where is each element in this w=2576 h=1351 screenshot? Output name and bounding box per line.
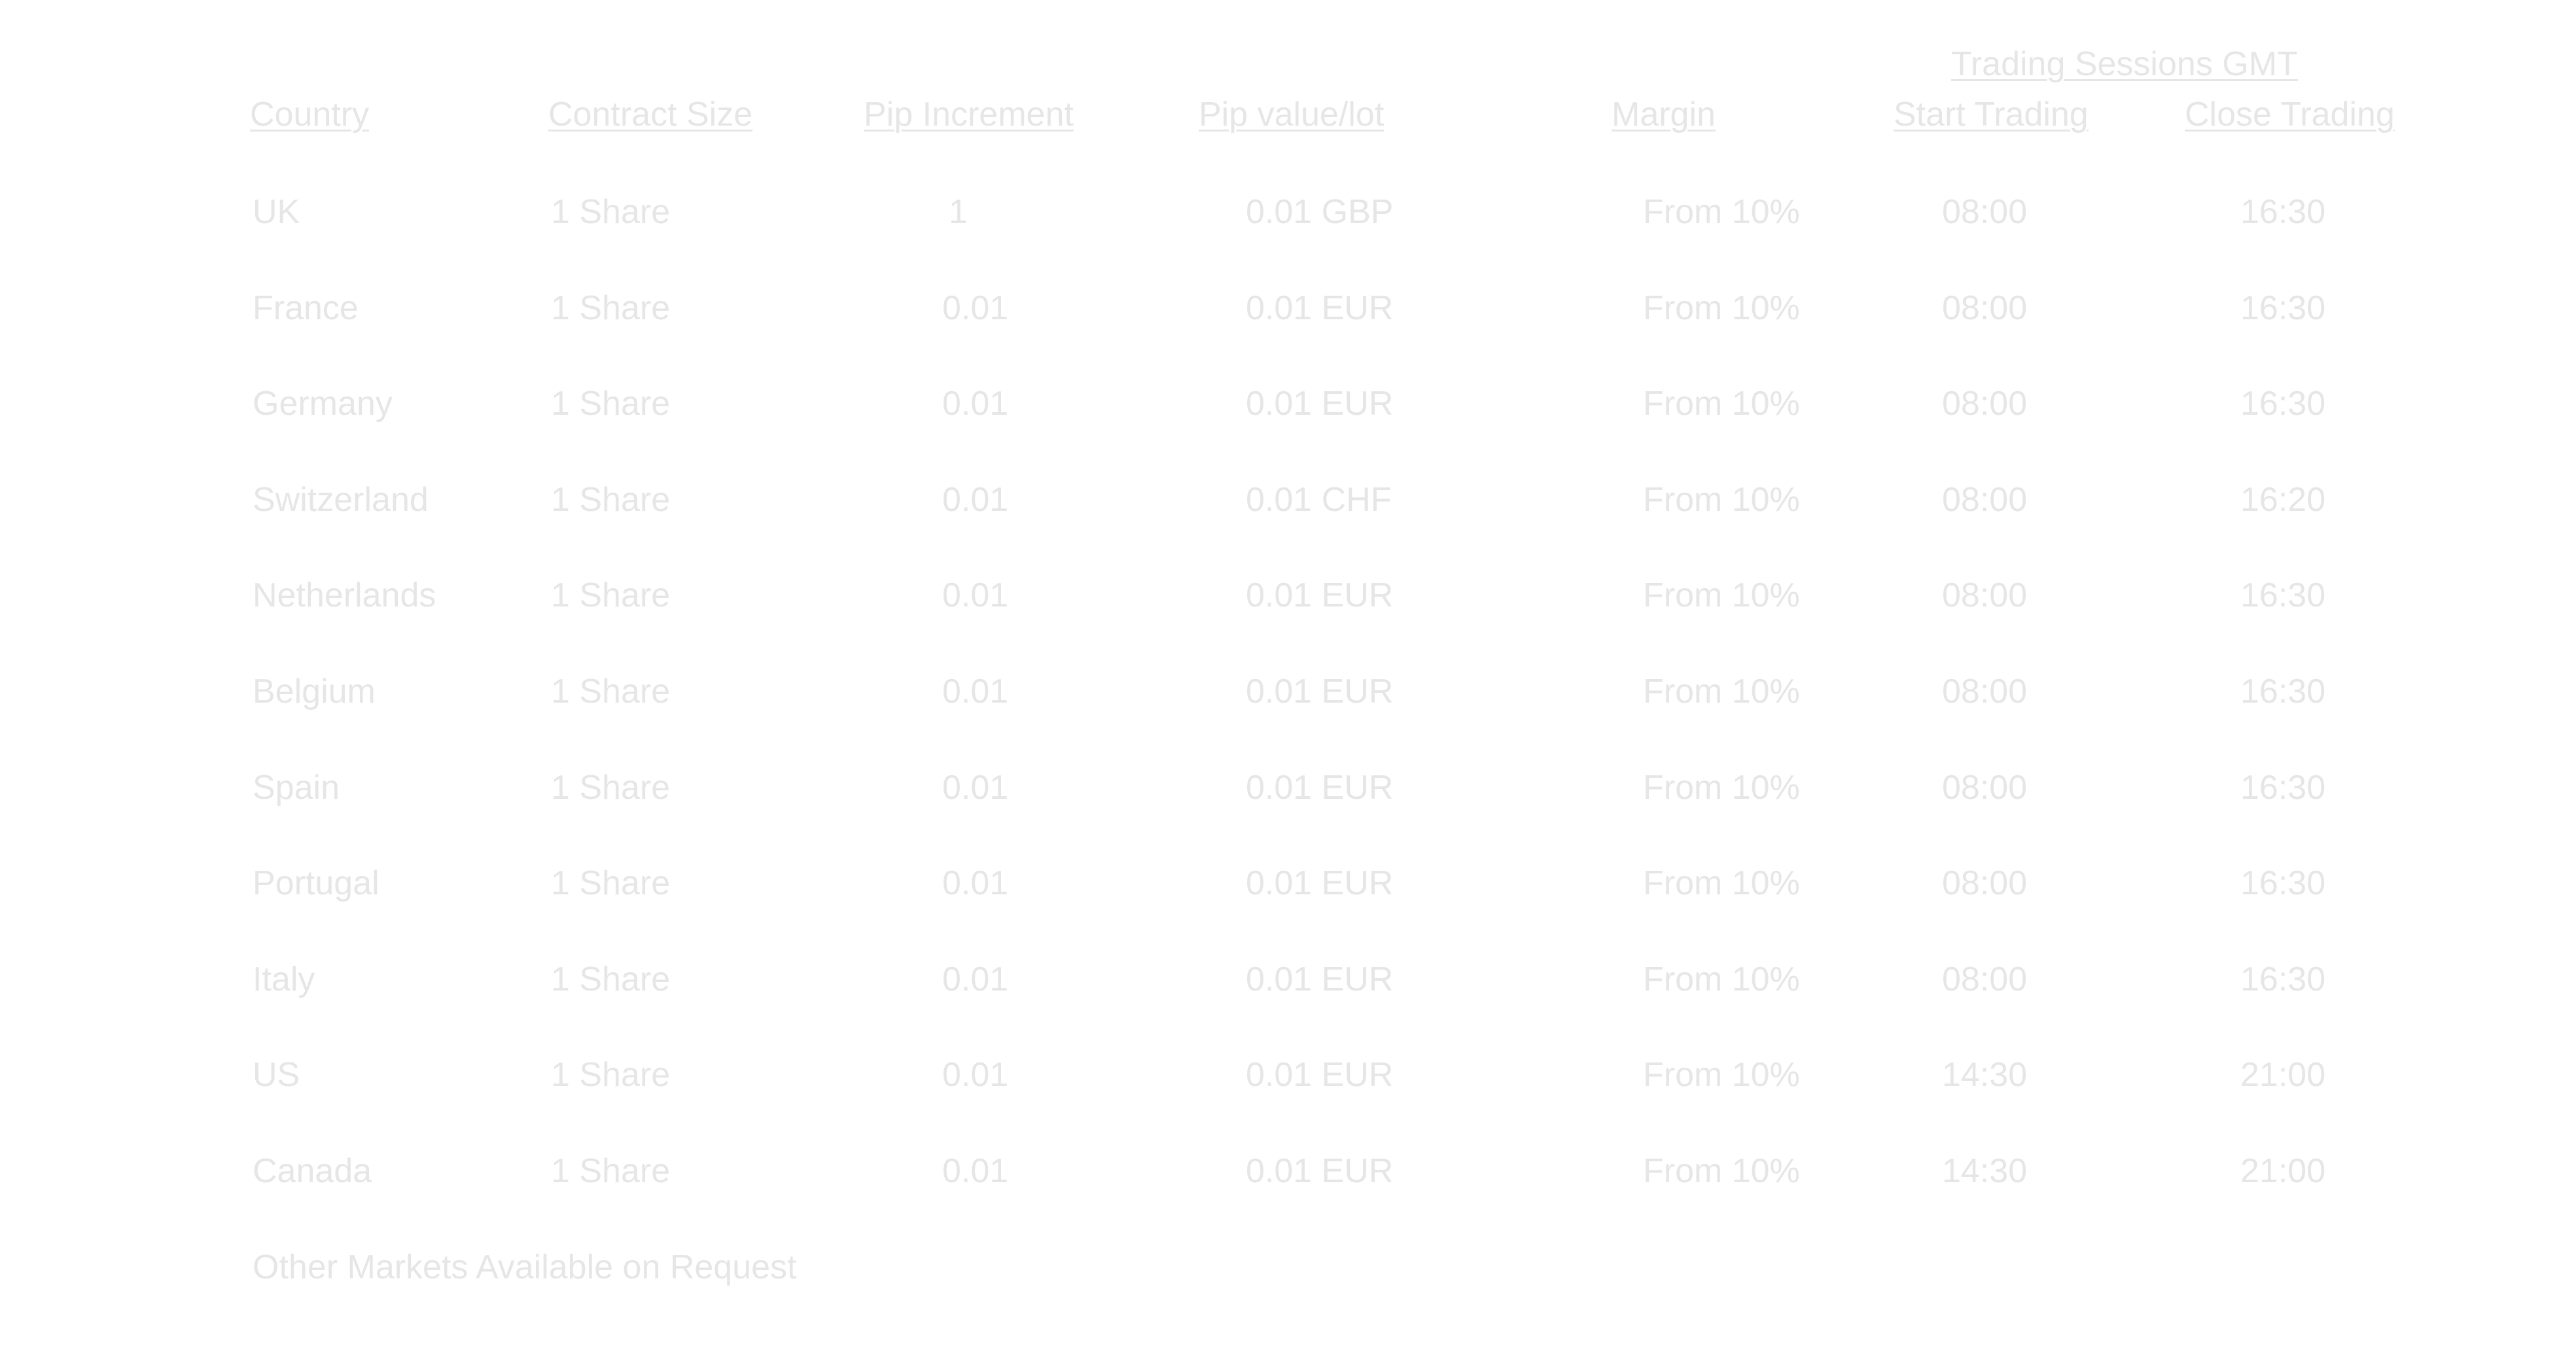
cell-country: Netherlands: [253, 576, 436, 615]
cell-contract-size: 1 Share: [551, 1056, 671, 1095]
cell-pip-increment: 0.01: [942, 768, 1009, 807]
cell-contract-size: 1 Share: [551, 960, 671, 998]
cell-close-trading: 16:30: [2240, 768, 2326, 807]
cell-pip-increment: 0.01: [942, 960, 1009, 998]
cell-start-trading: 08:00: [1942, 480, 2028, 519]
cell-contract-size: 1 Share: [551, 480, 671, 519]
cell-country: Belgium: [253, 672, 376, 711]
cell-pip-increment: 1: [949, 193, 968, 231]
cell-start-trading: 08:00: [1942, 193, 2028, 231]
cell-margin: From 10%: [1643, 1056, 1800, 1095]
table-row: [0, 191, 2576, 287]
cell-start-trading: 08:00: [1942, 289, 2028, 327]
other-markets-note: Other Markets Available on Request: [253, 1248, 797, 1286]
table-row: [0, 383, 2576, 479]
cell-margin: From 10%: [1643, 960, 1800, 998]
cell-country: Canada: [253, 1151, 372, 1190]
table-row: [0, 1150, 2576, 1246]
cell-start-trading: 14:30: [1942, 1056, 2028, 1095]
cell-start-trading: 08:00: [1942, 576, 2028, 615]
cell-contract-size: 1 Share: [551, 864, 671, 903]
cell-pip-value: 0.01 EUR: [1246, 1056, 1394, 1095]
cell-margin: From 10%: [1643, 576, 1800, 615]
cell-pip-increment: 0.01: [942, 1056, 1009, 1095]
cell-start-trading: 08:00: [1942, 960, 2028, 998]
header-pip-value: Pip value/lot: [1199, 96, 1385, 133]
cell-country: Portugal: [253, 864, 379, 903]
cell-close-trading: 16:30: [2240, 289, 2326, 327]
cell-contract-size: 1 Share: [551, 193, 671, 231]
cell-start-trading: 08:00: [1942, 768, 2028, 807]
cell-contract-size: 1 Share: [551, 768, 671, 807]
table-row: [0, 958, 2576, 1055]
cell-margin: From 10%: [1643, 672, 1800, 711]
cell-pip-value: 0.01 CHF: [1246, 480, 1392, 519]
cell-close-trading: 21:00: [2240, 1151, 2326, 1190]
cell-pip-value: 0.01 GBP: [1246, 193, 1394, 231]
cell-close-trading: 16:20: [2240, 480, 2326, 519]
table-row: [0, 1054, 2576, 1150]
cell-margin: From 10%: [1643, 864, 1800, 903]
cell-country: Germany: [253, 385, 393, 423]
cell-close-trading: 16:30: [2240, 193, 2326, 231]
cell-country: France: [253, 289, 359, 327]
cell-pip-value: 0.01 EUR: [1246, 576, 1394, 615]
cell-margin: From 10%: [1643, 480, 1800, 519]
cell-pip-value: 0.01 EUR: [1246, 864, 1394, 903]
table-row: [0, 574, 2576, 671]
cell-pip-increment: 0.01: [942, 480, 1009, 519]
cell-pip-increment: 0.01: [942, 289, 1009, 327]
table-row: [0, 767, 2576, 863]
cell-pip-value: 0.01 EUR: [1246, 385, 1394, 423]
cell-pip-value: 0.01 EUR: [1246, 672, 1394, 711]
cell-close-trading: 16:30: [2240, 960, 2326, 998]
cell-pip-value: 0.01 EUR: [1246, 768, 1394, 807]
cell-pip-increment: 0.01: [942, 576, 1009, 615]
trading-sessions-group-header: Trading Sessions GMT: [1951, 45, 2298, 83]
cell-country: Italy: [253, 960, 315, 998]
cell-close-trading: 21:00: [2240, 1056, 2326, 1095]
cell-pip-increment: 0.01: [942, 672, 1009, 711]
cell-start-trading: 08:00: [1942, 864, 2028, 903]
cell-margin: From 10%: [1643, 385, 1800, 423]
cell-margin: From 10%: [1643, 193, 1800, 231]
header-start-trading: Start Trading: [1894, 96, 2089, 133]
cell-start-trading: 08:00: [1942, 672, 2028, 711]
cell-contract-size: 1 Share: [551, 672, 671, 711]
cell-country: UK: [253, 193, 300, 231]
table-row: [0, 287, 2576, 383]
header-pip-increment: Pip Increment: [864, 96, 1074, 133]
cell-contract-size: 1 Share: [551, 289, 671, 327]
header-country: Country: [250, 96, 370, 133]
table-body: [0, 191, 2576, 1246]
cell-contract-size: 1 Share: [551, 1151, 671, 1190]
cell-pip-value: 0.01 EUR: [1246, 289, 1394, 327]
cell-start-trading: 14:30: [1942, 1151, 2028, 1190]
cell-country: Switzerland: [253, 480, 429, 519]
cell-margin: From 10%: [1643, 289, 1800, 327]
cell-contract-size: 1 Share: [551, 385, 671, 423]
cell-close-trading: 16:30: [2240, 576, 2326, 615]
table-row: [0, 862, 2576, 958]
cell-close-trading: 16:30: [2240, 864, 2326, 903]
cell-pip-increment: 0.01: [942, 864, 1009, 903]
cell-margin: From 10%: [1643, 768, 1800, 807]
cell-country: Spain: [253, 768, 340, 807]
cell-close-trading: 16:30: [2240, 385, 2326, 423]
cell-pip-value: 0.01 EUR: [1246, 1151, 1394, 1190]
cell-pip-value: 0.01 EUR: [1246, 960, 1394, 998]
header-close-trading: Close Trading: [2185, 96, 2395, 133]
cell-country: US: [253, 1056, 300, 1095]
header-contract-size: Contract Size: [548, 96, 753, 133]
cell-pip-increment: 0.01: [942, 385, 1009, 423]
cell-close-trading: 16:30: [2240, 672, 2326, 711]
cell-contract-size: 1 Share: [551, 576, 671, 615]
header-margin: Margin: [1612, 96, 1716, 133]
table-row: [0, 671, 2576, 767]
cell-margin: From 10%: [1643, 1151, 1800, 1190]
cell-pip-increment: 0.01: [942, 1151, 1009, 1190]
table-row: [0, 479, 2576, 575]
cell-start-trading: 08:00: [1942, 385, 2028, 423]
